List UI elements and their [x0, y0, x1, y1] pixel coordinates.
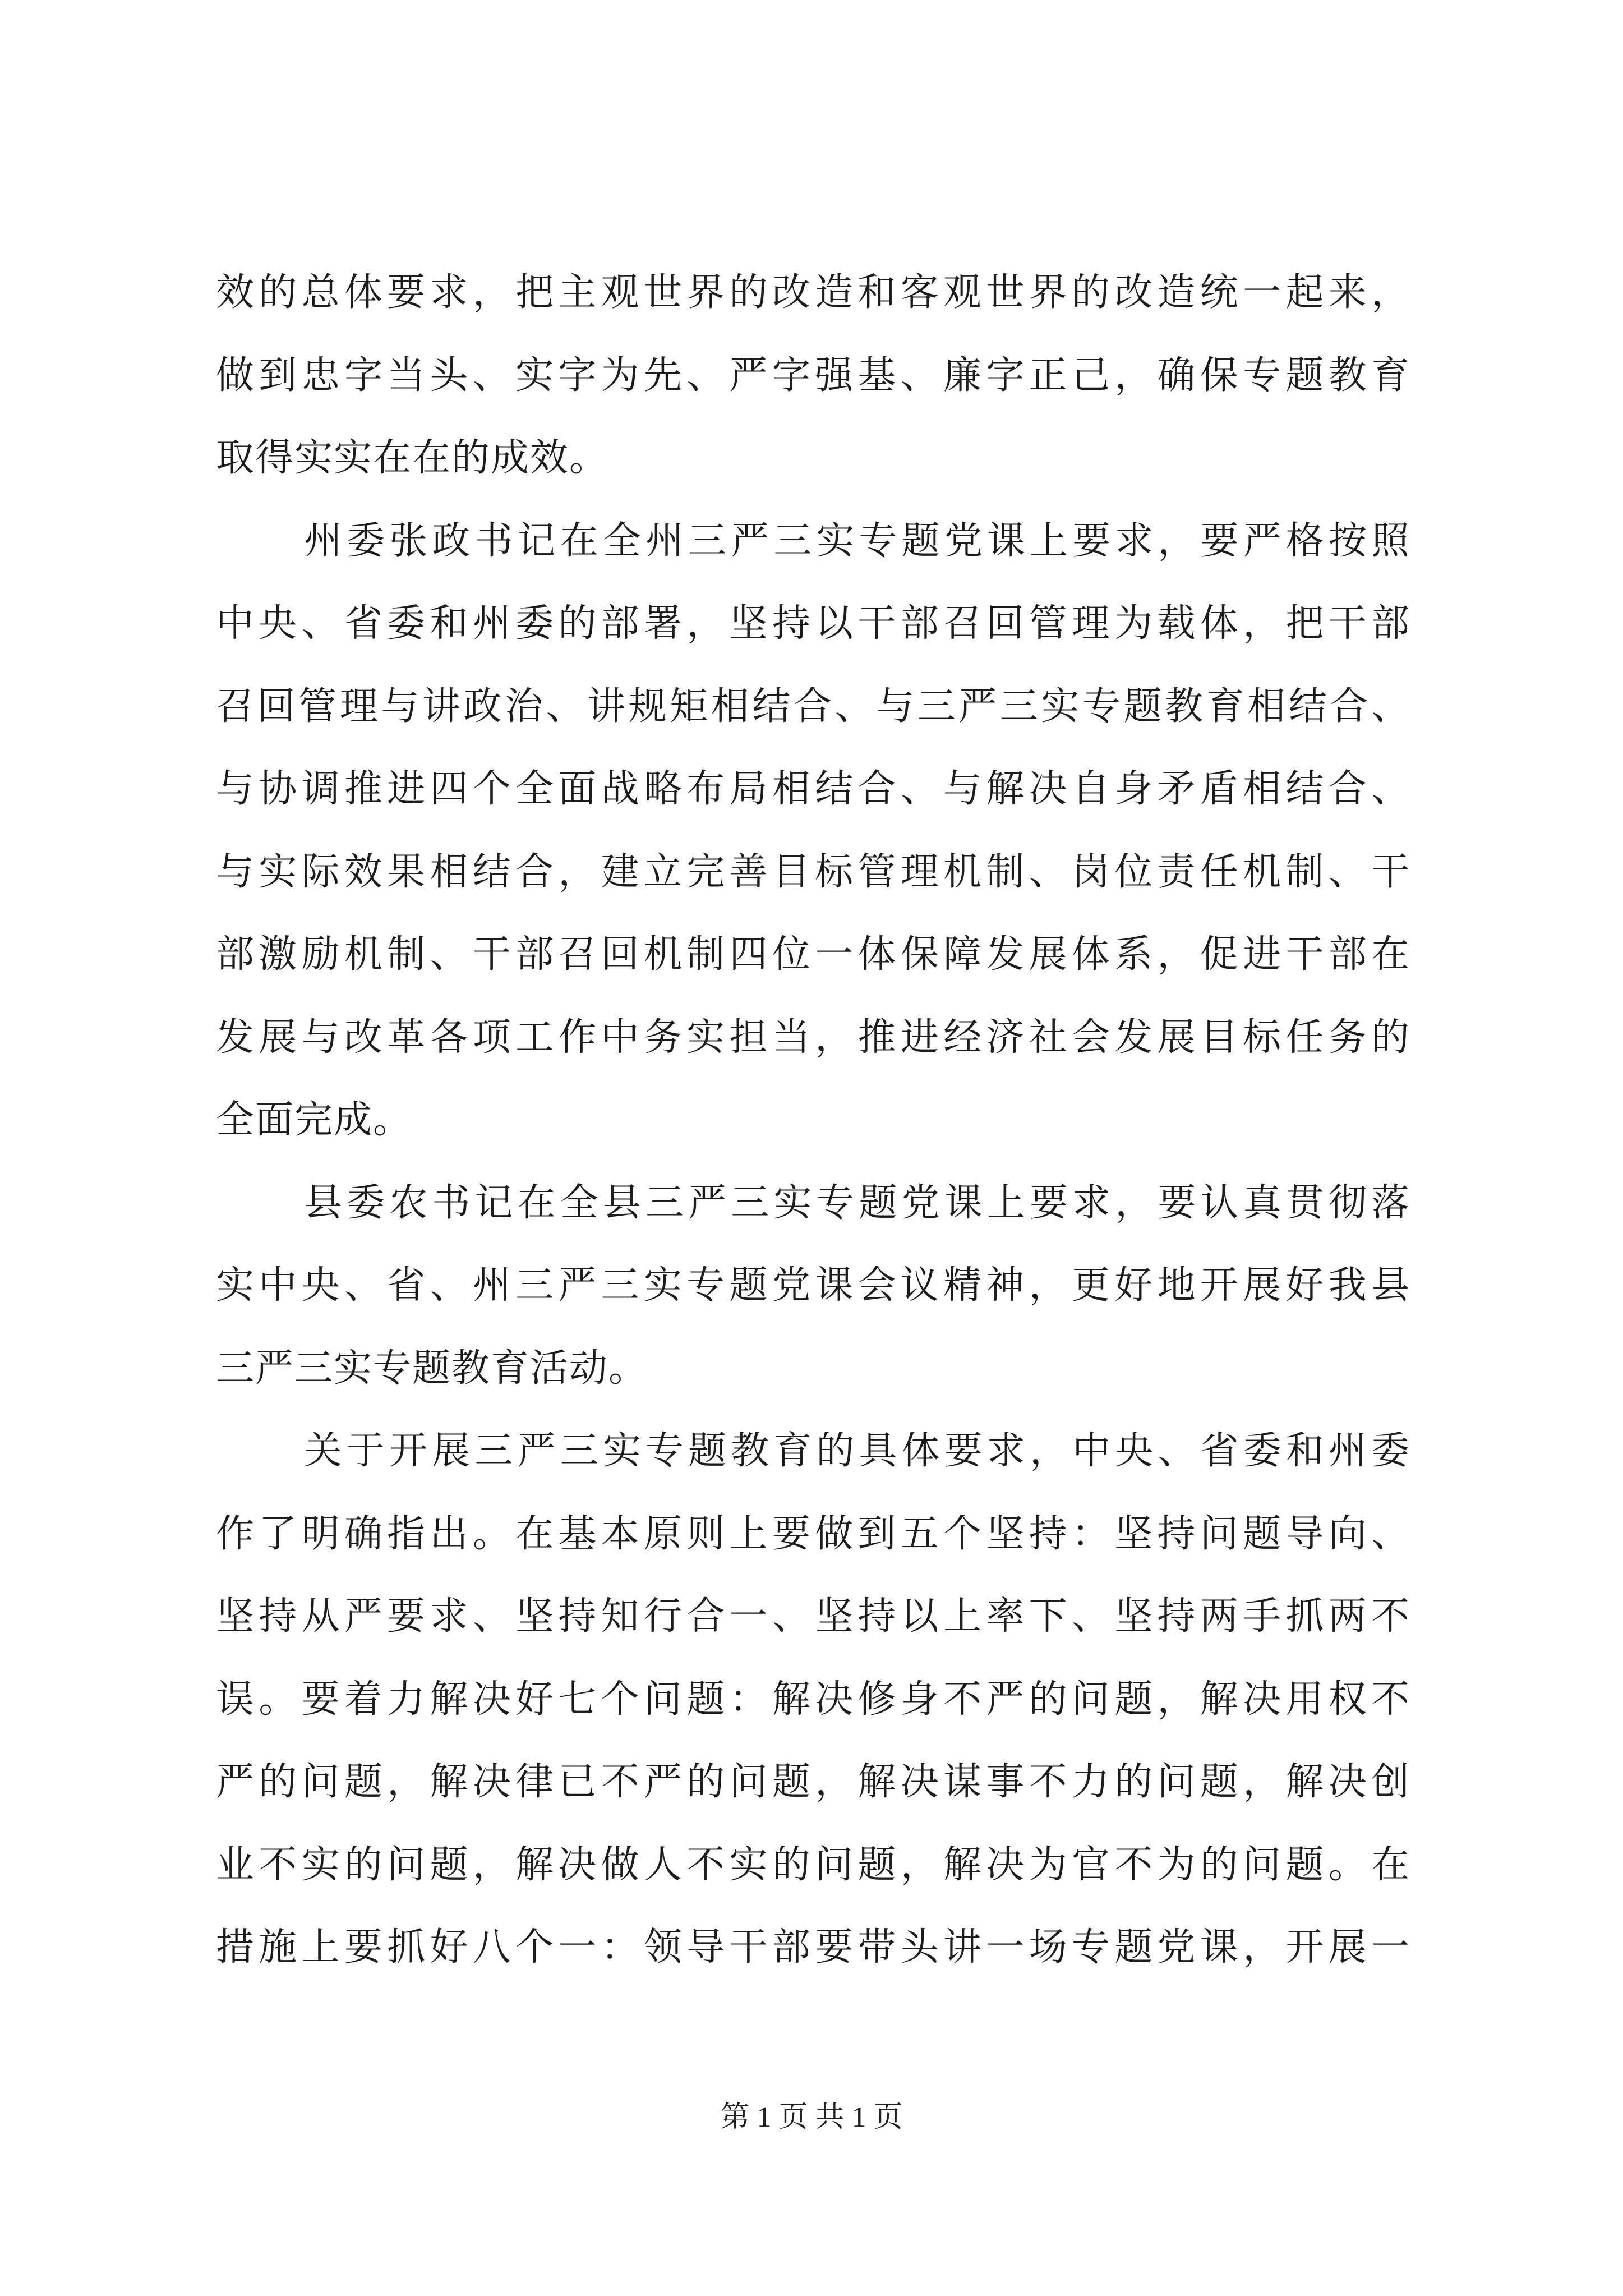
text-line: 全面完成。	[216, 1098, 413, 1142]
text-line: 关于开展三严三实专题教育的具体要求，中央、省委和州委	[304, 1429, 1410, 1473]
text-line: 做到忠字当头、实字为先、严字强基、廉字正己，确保专题教育	[216, 353, 1410, 398]
text-line: 作了明确指出。在基本原则上要做到五个坚持：坚持问题导向、	[216, 1511, 1410, 1556]
text-line: 召回管理与讲政治、讲规矩相结合、与三严三实专题教育相结合、	[216, 684, 1410, 729]
text-line: 实中央、省、州三严三实专题党课会议精神，更好地开展好我县	[216, 1263, 1410, 1308]
document-body	[216, 251, 1410, 1989]
text-line: 效的总体要求，把主观世界的改造和客观世界的改造统一起来，	[216, 270, 1410, 315]
text-line: 发展与改革各项工作中务实担当，推进经济社会发展目标任务的	[216, 1015, 1410, 1060]
text-line: 措施上要抓好八个一：领导干部要带头讲一场专题党课，开展一	[216, 1925, 1410, 1970]
text-line: 州委张政书记在全州三严三实专题党课上要求，要严格按照	[304, 518, 1410, 563]
text-line: 三严三实专题教育活动。	[216, 1346, 648, 1391]
text-line: 坚持从严要求、坚持知行合一、坚持以上率下、坚持两手抓两不	[216, 1594, 1410, 1639]
text-line: 误。要着力解决好七个问题：解决修身不严的问题，解决用权不	[216, 1677, 1410, 1722]
text-line: 取得实实在在的成效。	[216, 436, 609, 480]
text-line: 与协调推进四个全面战略布局相结合、与解决自身矛盾相结合、	[216, 767, 1410, 811]
text-line: 中央、省委和州委的部署，坚持以干部召回管理为载体，把干部	[216, 601, 1410, 646]
text-line: 县委农书记在全县三严三实专题党课上要求，要认真贯彻落	[304, 1180, 1410, 1225]
text-line: 业不实的问题，解决做人不实的问题，解决为官不为的问题。在	[216, 1842, 1410, 1887]
text-line: 部激励机制、干部召回机制四位一体保障发展体系，促进干部在	[216, 932, 1410, 977]
page-footer: 第 1 页 共 1 页	[720, 2101, 903, 2133]
text-line: 与实际效果相结合，建立完善目标管理机制、岗位责任机制、干	[216, 849, 1410, 894]
text-line: 严的问题，解决律已不严的问题，解决谋事不力的问题，解决创	[216, 1760, 1410, 1804]
